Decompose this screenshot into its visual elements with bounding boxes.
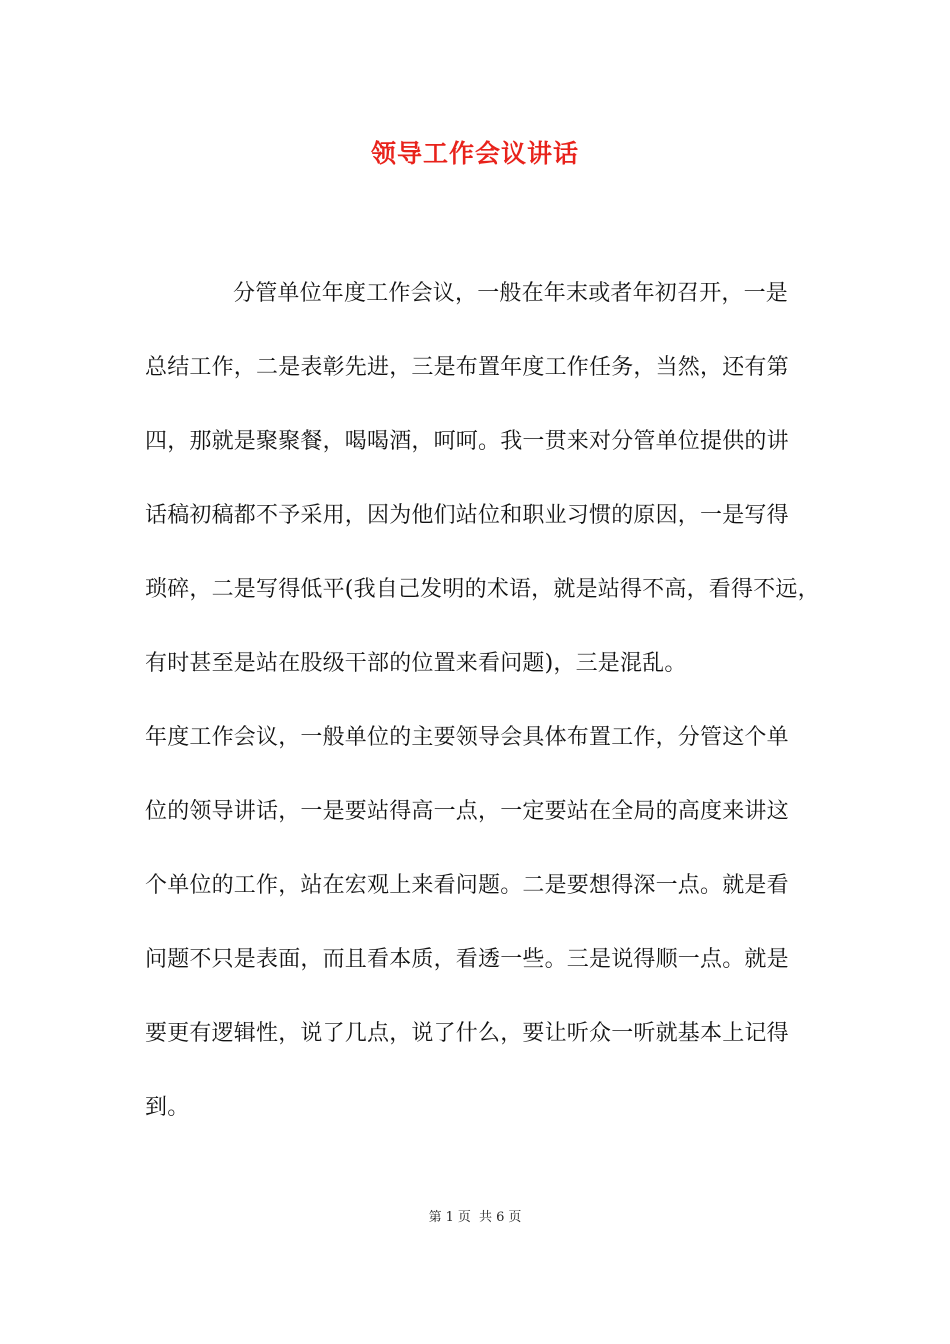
body-line: 总结工作，二是表彰先进，三是布置年度工作任务，当然，还有第 [145,355,789,380]
body-line: 个单位的工作，站在宏观上来看问题。二是要想得深一点。就是看 [145,873,789,898]
footer-current-page: 1 [445,1210,454,1225]
body-line: 话稿初稿都不予采用，因为他们站位和职业习惯的原因，一是写得 [145,503,789,528]
footer-middle: 页 共 [457,1210,493,1225]
page-footer [0,1206,950,1225]
body-line: 到。 [145,1095,190,1120]
footer-suffix: 页 [508,1210,522,1225]
body-line: 要更有逻辑性，说了几点，说了什么，要让听众一听就基本上记得 [145,1021,789,1046]
body-line: 位的领导讲话，一是要站得高一点，一定要站在全局的高度来讲这 [145,799,789,824]
body-line: 分管单位年度工作会议，一般在年末或者年初召开，一是 [233,281,789,306]
document-body [145,274,820,1162]
body-line: 四，那就是聚聚餐，喝喝酒，呵呵。我一贯来对分管单位提供的讲 [145,429,789,454]
body-line: 问题不只是表面，而且看本质，看透一些。三是说得顺一点。就是 [145,947,789,972]
body-line: 琐碎，二是写得低平(我自己发明的术语，就是站得不高，看得不远， [145,577,820,602]
footer-total-pages: 6 [496,1210,505,1225]
document-title: 领导工作会议讲话 [370,139,579,168]
footer-prefix: 第 [428,1210,442,1225]
body-line: 年度工作会议，一般单位的主要领导会具体布置工作，分管这个单 [145,725,789,750]
body-line: 有时甚至是站在股级干部的位置来看问题)，三是混乱。 [145,651,687,676]
